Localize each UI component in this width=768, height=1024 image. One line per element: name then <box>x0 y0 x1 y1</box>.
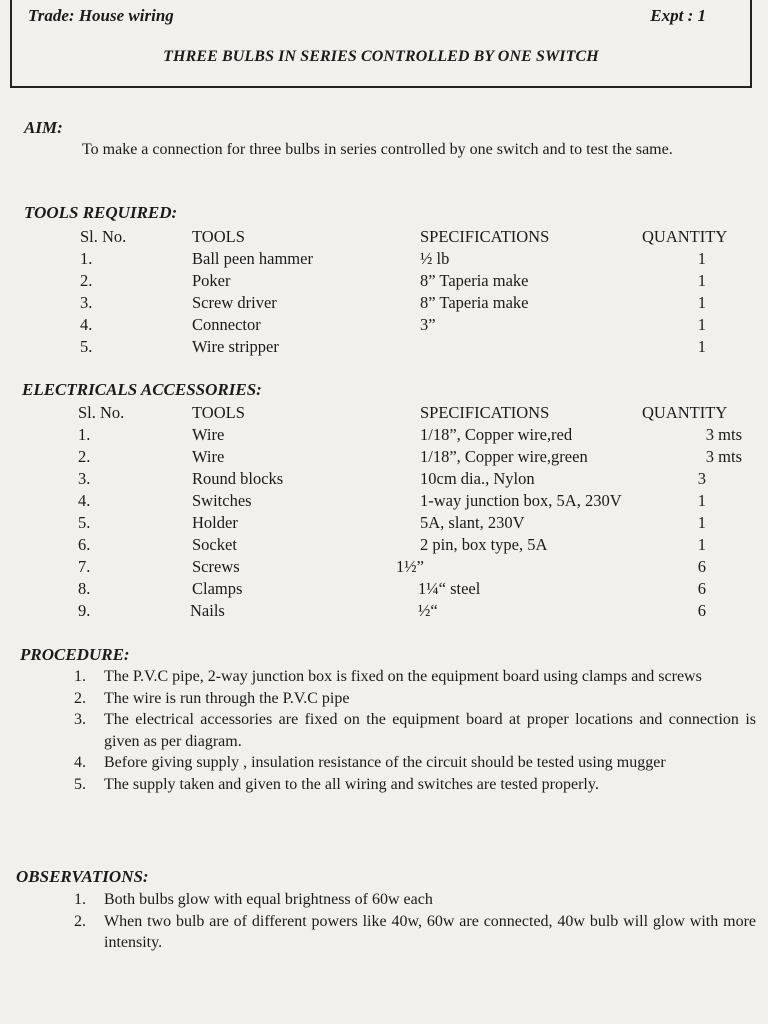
table-row <box>0 292 768 314</box>
item-number: 2. <box>74 912 86 930</box>
observations-heading: OBSERVATIONS: <box>16 867 149 886</box>
specification: 2 pin, box type, 5A <box>420 535 548 554</box>
tool-name: Ball peen hammer <box>192 249 313 268</box>
trade-label: Trade: House wiring <box>28 6 174 25</box>
list-item <box>74 688 756 710</box>
list-item <box>74 752 756 774</box>
step-number: 2. <box>74 689 86 707</box>
item-name: Holder <box>192 513 238 532</box>
tool-name: Connector <box>192 315 261 334</box>
aim-text: To make a connection for three bulbs in series controlled by one switch and to test the same. <box>82 141 673 158</box>
table-row <box>0 424 768 446</box>
specification: 1¼“ steel <box>418 579 481 598</box>
column-header-tools: TOOLS <box>192 227 245 246</box>
item-name: Wire <box>192 447 225 466</box>
accessories-heading: ELECTRICALS ACCESSORIES: <box>22 380 262 399</box>
sl-no: 4. <box>78 491 91 510</box>
list-item <box>74 889 756 911</box>
page-title: THREE BULBS IN SERIES CONTROLLED BY ONE SWITCH <box>163 48 599 65</box>
table-row <box>0 336 768 358</box>
step-text: The wire is run through the P.V.C pipe <box>104 689 350 707</box>
sl-no: 2. <box>78 447 91 466</box>
column-header-quantity: QUANTITY <box>642 227 728 246</box>
table-row <box>0 534 768 556</box>
specification: 8” Taperia make <box>420 271 529 290</box>
item-name: Wire <box>192 425 225 444</box>
quantity: 1 <box>697 293 706 312</box>
sl-no: 3. <box>78 469 91 488</box>
sl-no: 7. <box>78 557 91 576</box>
specification: 1/18”, Copper wire,green <box>420 447 588 466</box>
quantity: 6 <box>697 601 706 620</box>
specification: 1/18”, Copper wire,red <box>420 425 573 444</box>
table-row <box>0 446 768 468</box>
sl-no: 8. <box>78 579 91 598</box>
item-name: Round blocks <box>192 469 284 488</box>
quantity: 1 <box>697 271 706 290</box>
quantity: 1 <box>697 491 706 510</box>
procedure-heading: PROCEDURE: <box>20 645 130 664</box>
quantity: 1 <box>697 315 706 334</box>
specification: 8” Taperia make <box>420 293 529 312</box>
column-header-tools: TOOLS <box>192 403 245 422</box>
item-number: 1. <box>74 891 86 908</box>
tools-header-row <box>0 226 768 248</box>
sl-no: 1. <box>80 249 93 268</box>
column-header-quantity: QUANTITY <box>642 403 728 422</box>
observation-text: Both bulbs glow with equal brightness of 60w each <box>104 891 433 908</box>
quantity: 3 <box>697 469 706 488</box>
tools-heading: TOOLS REQUIRED: <box>24 203 178 222</box>
list-item <box>74 911 756 954</box>
item-name: Nails <box>190 601 225 620</box>
list-item <box>74 666 756 688</box>
table-row <box>0 248 768 270</box>
step-text: The supply taken and given to the all wiring and switches are tested properly. <box>104 775 599 793</box>
step-number: 5. <box>74 775 86 793</box>
column-header-specifications: SPECIFICATIONS <box>420 403 550 422</box>
item-name: Socket <box>192 535 237 554</box>
list-item <box>74 774 756 796</box>
sl-no: 5. <box>80 337 93 356</box>
quantity: 1 <box>697 249 706 268</box>
quantity: 1 <box>697 513 706 532</box>
specification: 1½” <box>396 557 424 576</box>
step-number: 3. <box>74 711 86 728</box>
sl-no: 1. <box>78 425 91 444</box>
aim-heading: AIM: <box>24 118 63 137</box>
column-header-specifications: SPECIFICATIONS <box>420 227 550 246</box>
tool-name: Wire stripper <box>192 337 279 356</box>
sl-no: 2. <box>80 271 93 290</box>
specification: 1-way junction box, 5A, 230V <box>420 491 622 510</box>
table-row <box>0 578 768 600</box>
step-number: 4. <box>74 754 86 771</box>
table-row <box>0 490 768 512</box>
table-row <box>0 468 768 490</box>
specification: 3” <box>420 315 436 334</box>
column-header-sl: Sl. No. <box>80 227 127 246</box>
sl-no: 9. <box>78 601 91 620</box>
specification: 5A, slant, 230V <box>420 513 525 532</box>
specification: 10cm dia., Nylon <box>420 469 535 488</box>
header-box <box>10 0 752 88</box>
specification: ½ lb <box>420 249 450 268</box>
quantity: 3 mts <box>705 447 742 466</box>
sl-no: 4. <box>80 315 93 334</box>
quantity: 6 <box>697 579 706 598</box>
accessories-header-row <box>0 402 768 424</box>
step-text: The electrical accessories are fixed on the equipment board at proper locations and connection is given as per diagram. <box>104 711 756 750</box>
list-item <box>74 709 756 752</box>
step-text: Before giving supply , insulation resistance of the circuit should be tested using mugger <box>104 754 666 771</box>
sl-no: 3. <box>80 293 93 312</box>
table-row <box>0 512 768 534</box>
observations-list <box>74 889 756 954</box>
quantity: 1 <box>697 337 706 356</box>
tool-name: Poker <box>192 271 231 290</box>
specification: ½“ <box>418 601 438 620</box>
column-header-sl: Sl. No. <box>78 403 125 422</box>
item-name: Clamps <box>192 579 243 598</box>
sl-no: 6. <box>78 535 91 554</box>
tool-name: Screw driver <box>192 293 277 312</box>
item-name: Screws <box>192 557 240 576</box>
item-name: Switches <box>192 491 252 510</box>
quantity: 6 <box>697 557 706 576</box>
procedure-list <box>74 666 756 795</box>
step-number: 1. <box>74 668 86 685</box>
sl-no: 5. <box>78 513 91 532</box>
step-text: The P.V.C pipe, 2-way junction box is fixed on the equipment board using clamps and screws <box>104 668 702 685</box>
table-row <box>0 314 768 336</box>
table-row <box>0 556 768 578</box>
quantity: 1 <box>697 535 706 554</box>
quantity: 3 mts <box>705 425 742 444</box>
experiment-number: Expt : 1 <box>650 6 706 25</box>
table-row <box>0 270 768 292</box>
table-row <box>0 600 768 622</box>
observation-text: When two bulb are of different powers like 40w, 60w are connected, 40w bulb will glow with more intensity. <box>104 912 756 951</box>
